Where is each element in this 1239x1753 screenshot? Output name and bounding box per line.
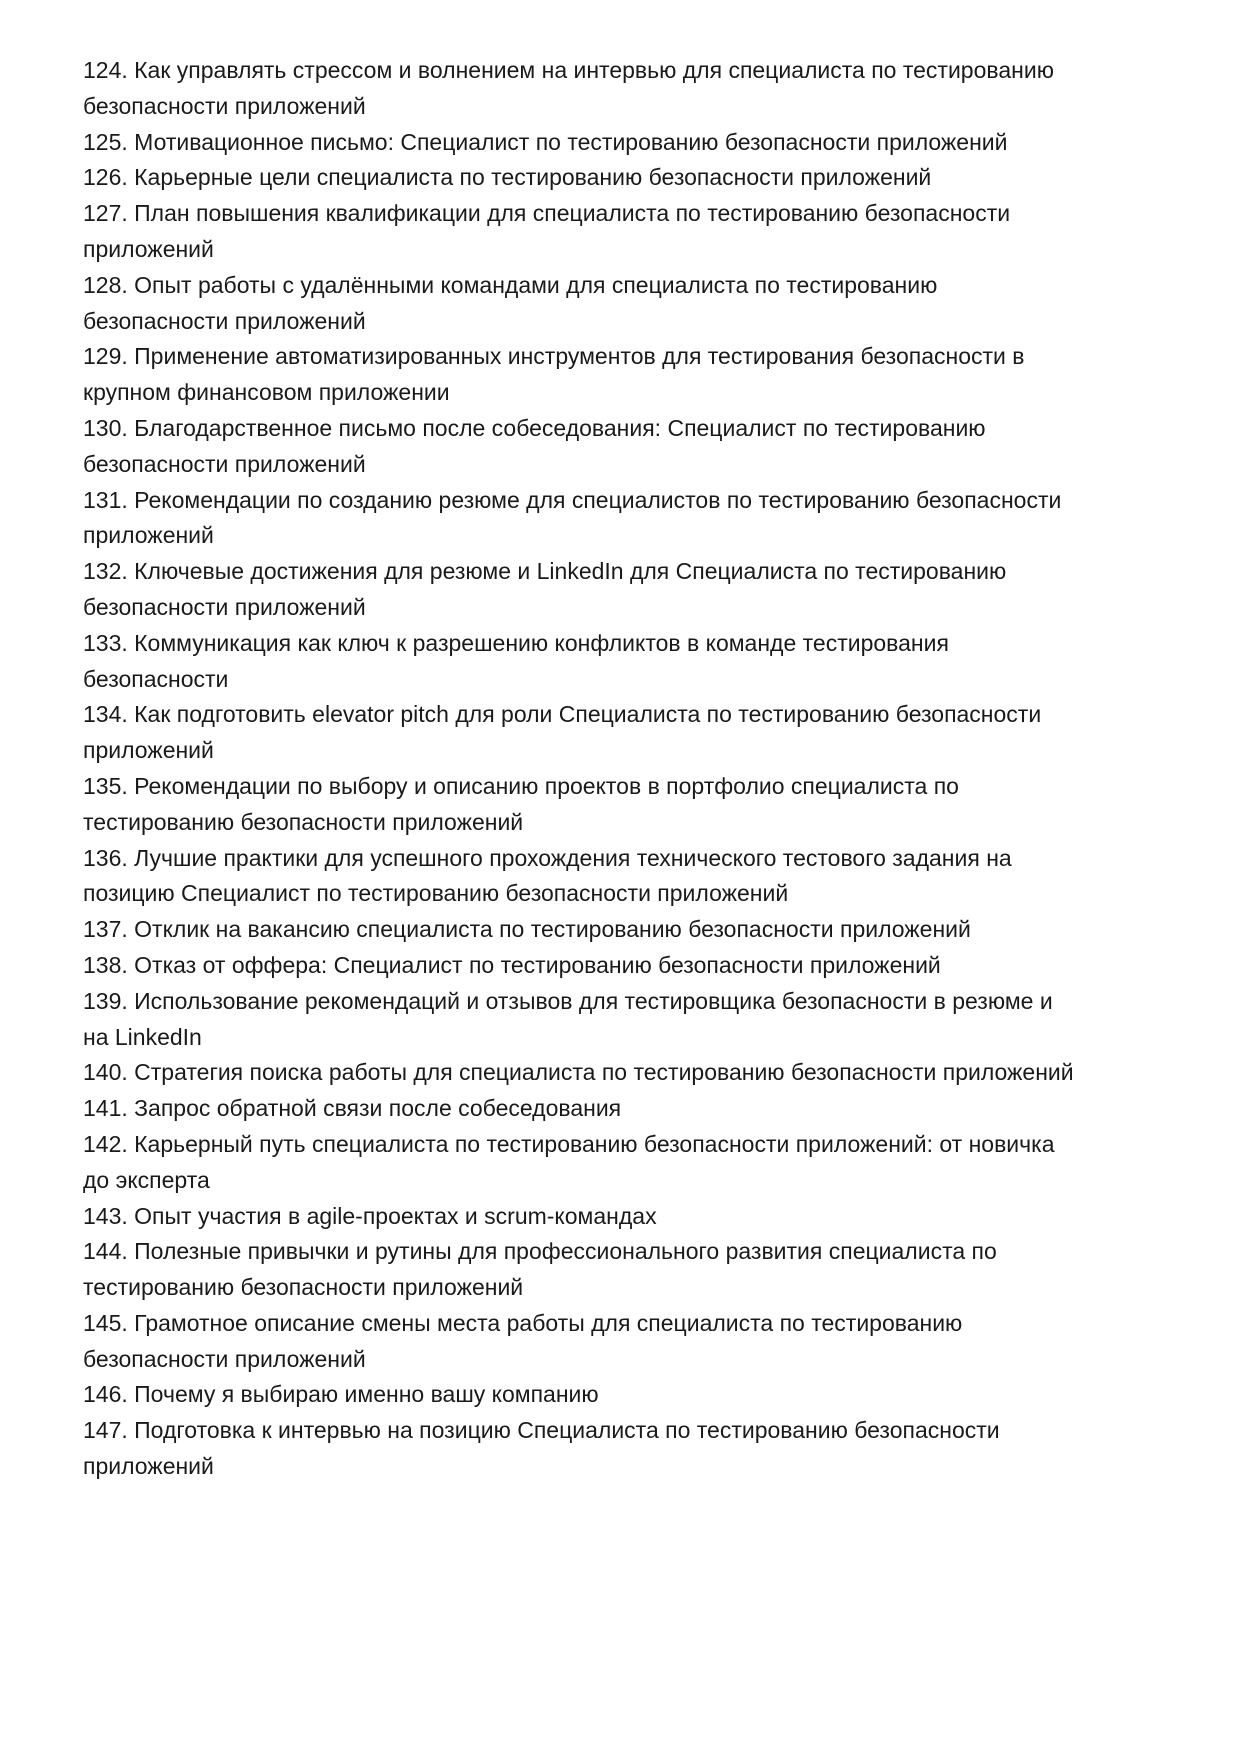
list-item [83,1234,1203,1306]
list-item [83,554,1203,626]
list-item-line: 126. Карьерные цели специалиста по тестированию безопасности приложений [83,164,932,191]
list-item-line: безопасности приложений [83,1345,366,1372]
list-item-line: на LinkedIn [83,1023,202,1050]
list-item [83,53,1203,125]
list-item [83,160,1203,196]
list-item-line: приложений [83,737,214,764]
list-item [83,1091,1203,1127]
list-item-line: 147. Подготовка к интервью на позицию Специалиста по тестированию безопасности [83,1417,1000,1444]
list-item [83,984,1203,1056]
list-item-line: 130. Благодарственное письмо после собеседования: Специалист по тестированию [83,414,986,441]
list-item [83,1377,1203,1413]
list-item-line: 125. Мотивационное письмо: Специалист по тестированию безопасности приложений [83,128,1008,155]
list-item-line: 140. Стратегия поиска работы для специалиста по тестированию безопасности приложений [83,1059,1074,1086]
list-item [83,125,1203,161]
document-list [83,53,1203,1485]
list-item [83,483,1203,555]
list-item [83,411,1203,483]
list-item-line: 143. Опыт участия в agile-проектах и scrum-командах [83,1202,657,1229]
list-item [83,948,1203,984]
list-item-line: 138. Отказ от оффера: Специалист по тестированию безопасности приложений [83,951,941,978]
list-item-line: позицию Специалист по тестированию безопасности приложений [83,880,789,907]
list-item-line: 132. Ключевые достижения для резюме и LinkedIn для Специалиста по тестированию [83,558,1007,585]
list-item-line: безопасности приложений [83,450,366,477]
list-item [83,268,1203,340]
list-item-line: 146. Почему я выбираю именно вашу компанию [83,1381,599,1408]
list-item [83,196,1203,268]
list-item-line: безопасности приложений [83,92,366,119]
list-item [83,1413,1203,1485]
list-item-line: 128. Опыт работы с удалёнными командами для специалиста по тестированию [83,271,938,298]
list-item-line: 131. Рекомендации по созданию резюме для специалистов по тестированию безопасности [83,486,1062,513]
list-item [83,339,1203,411]
list-item-line: 141. Запрос обратной связи после собеседования [83,1095,622,1122]
list-item-line: безопасности приложений [83,307,366,334]
list-item [83,912,1203,948]
list-item-line: 142. Карьерный путь специалиста по тестированию безопасности приложений: от новичка [83,1130,1055,1157]
list-item-line: 145. Грамотное описание смены места работы для специалиста по тестированию [83,1309,963,1336]
list-item [83,1199,1203,1235]
list-item-line: 144. Полезные привычки и рутины для профессионального развития специалиста по [83,1238,997,1265]
list-item-line: приложений [83,522,214,549]
list-item-line: 137. Отклик на вакансию специалиста по тестированию безопасности приложений [83,916,971,943]
list-item [83,1055,1203,1091]
list-item-line: до эксперта [83,1166,210,1193]
list-item-line: тестированию безопасности приложений [83,1274,524,1301]
list-item-line: безопасности [83,665,229,692]
list-item-line: 134. Как подготовить elevator pitch для роли Специалиста по тестированию безопасности [83,701,1042,728]
list-item-line: 129. Применение автоматизированных инструментов для тестирования безопасности в [83,343,1025,370]
list-item [83,841,1203,913]
list-item-line: приложений [83,1453,214,1480]
list-item [83,769,1203,841]
list-item-line: 133. Коммуникация как ключ к разрешению конфликтов в команде тестирования [83,629,949,656]
list-item [83,1127,1203,1199]
list-item-line: 124. Как управлять стрессом и волнением на интервью для специалиста по тестированию [83,57,1054,83]
list-item-line: безопасности приложений [83,593,366,620]
list-item [83,626,1203,698]
list-item-line: 127. План повышения квалификации для специалиста по тестированию безопасности [83,200,1011,227]
list-item-line: 135. Рекомендации по выбору и описанию проектов в портфолио специалиста по [83,772,959,799]
list-item [83,1306,1203,1378]
list-item-line: 136. Лучшие практики для успешного прохождения технического тестового задания на [83,844,1012,871]
list-item-line: крупном финансовом приложении [83,379,450,406]
list-item-line: 139. Использование рекомендаций и отзывов для тестировщика безопасности в резюме и [83,987,1053,1014]
list-item-line: приложений [83,235,214,262]
list-item-line: тестированию безопасности приложений [83,808,524,835]
list-item [83,697,1203,769]
